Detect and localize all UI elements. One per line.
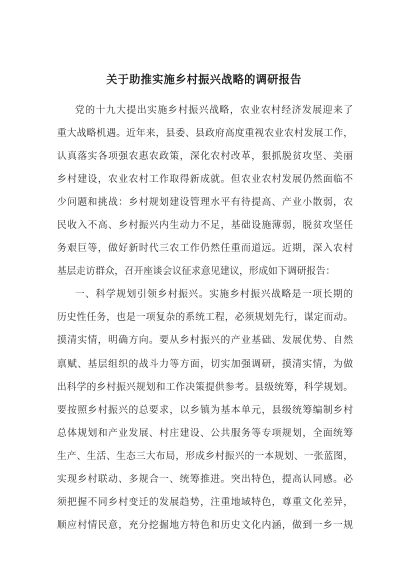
body-line: 党的十九大提出实施乡村振兴战略，农业农村经济发展迎来了 <box>75 105 353 116</box>
body-line: 民收入不高、乡村振兴内生动力不足，基础设施薄弱，脱贫攻坚任 <box>57 220 353 232</box>
body-line: 摸清实情，明确方向。要从乡村振兴的产业基础、发展优势、自然 <box>57 335 353 347</box>
body-line: 基层走访群众，召开座谈会议征求意见建议，形成如下调研报告： <box>57 266 336 278</box>
body-line: 要按照乡村振兴的总要求，以乡镇为基本单元，县级统筹编制乡村 <box>57 404 353 416</box>
body-line: 历史性任务，也是一项复杂的系统工程，必须规划先行，谋定而动。 <box>57 312 353 324</box>
body-line: 认真落实各项强农惠农政策，深化农村改革，狠抓脱贫攻坚、美丽 <box>57 151 353 163</box>
body-line: 少问题和挑战：乡村规划建设管理水平有待提高、产业小散弱，农 <box>57 197 353 209</box>
body-line: 一、科学规划引领乡村振兴。实施乡村振兴战略是一项长期的 <box>75 289 353 301</box>
body-line: 顺应村情民意，充分挖掘地方特色和历史文化内涵，做到一乡一规 <box>57 519 353 531</box>
body-line: 乡村建设，农业农村工作取得新成就。但农业农村发展仍然面临不 <box>57 174 353 186</box>
body-line: 禀赋、基层组织的战斗力等方面，切实加强调研，摸清实情，为做 <box>57 358 353 370</box>
body-line: 实现乡村联动、多规合一、统筹推进。突出特色，提高认同感。必 <box>57 473 353 485</box>
document-title: 关于助推实施乡村振兴战略的调研报告 <box>106 73 302 86</box>
body-line: 总体规划和产业发展、村庄建设、公共服务等专项规划，全面统筹 <box>57 427 353 439</box>
body-line: 生产、生活、生态三大布局，形成乡村振兴的一本规划、一张蓝图， <box>57 450 353 462</box>
body-line: 重大战略机遇。近年来，县委、县政府高度重视农业农村发展工作， <box>57 128 353 140</box>
body-line: 须把握不同乡村变迁的发展趋势，注重地域特色，尊重文化差异， <box>57 496 353 508</box>
document-body <box>57 99 353 537</box>
body-line: 出科学的乡村振兴规划和工作决策提供参考。县级统筹，科学规划。 <box>57 381 353 393</box>
body-line: 务艰巨等，做好新时代三农工作仍然任重而道远。近期，深入农村 <box>57 243 353 255</box>
